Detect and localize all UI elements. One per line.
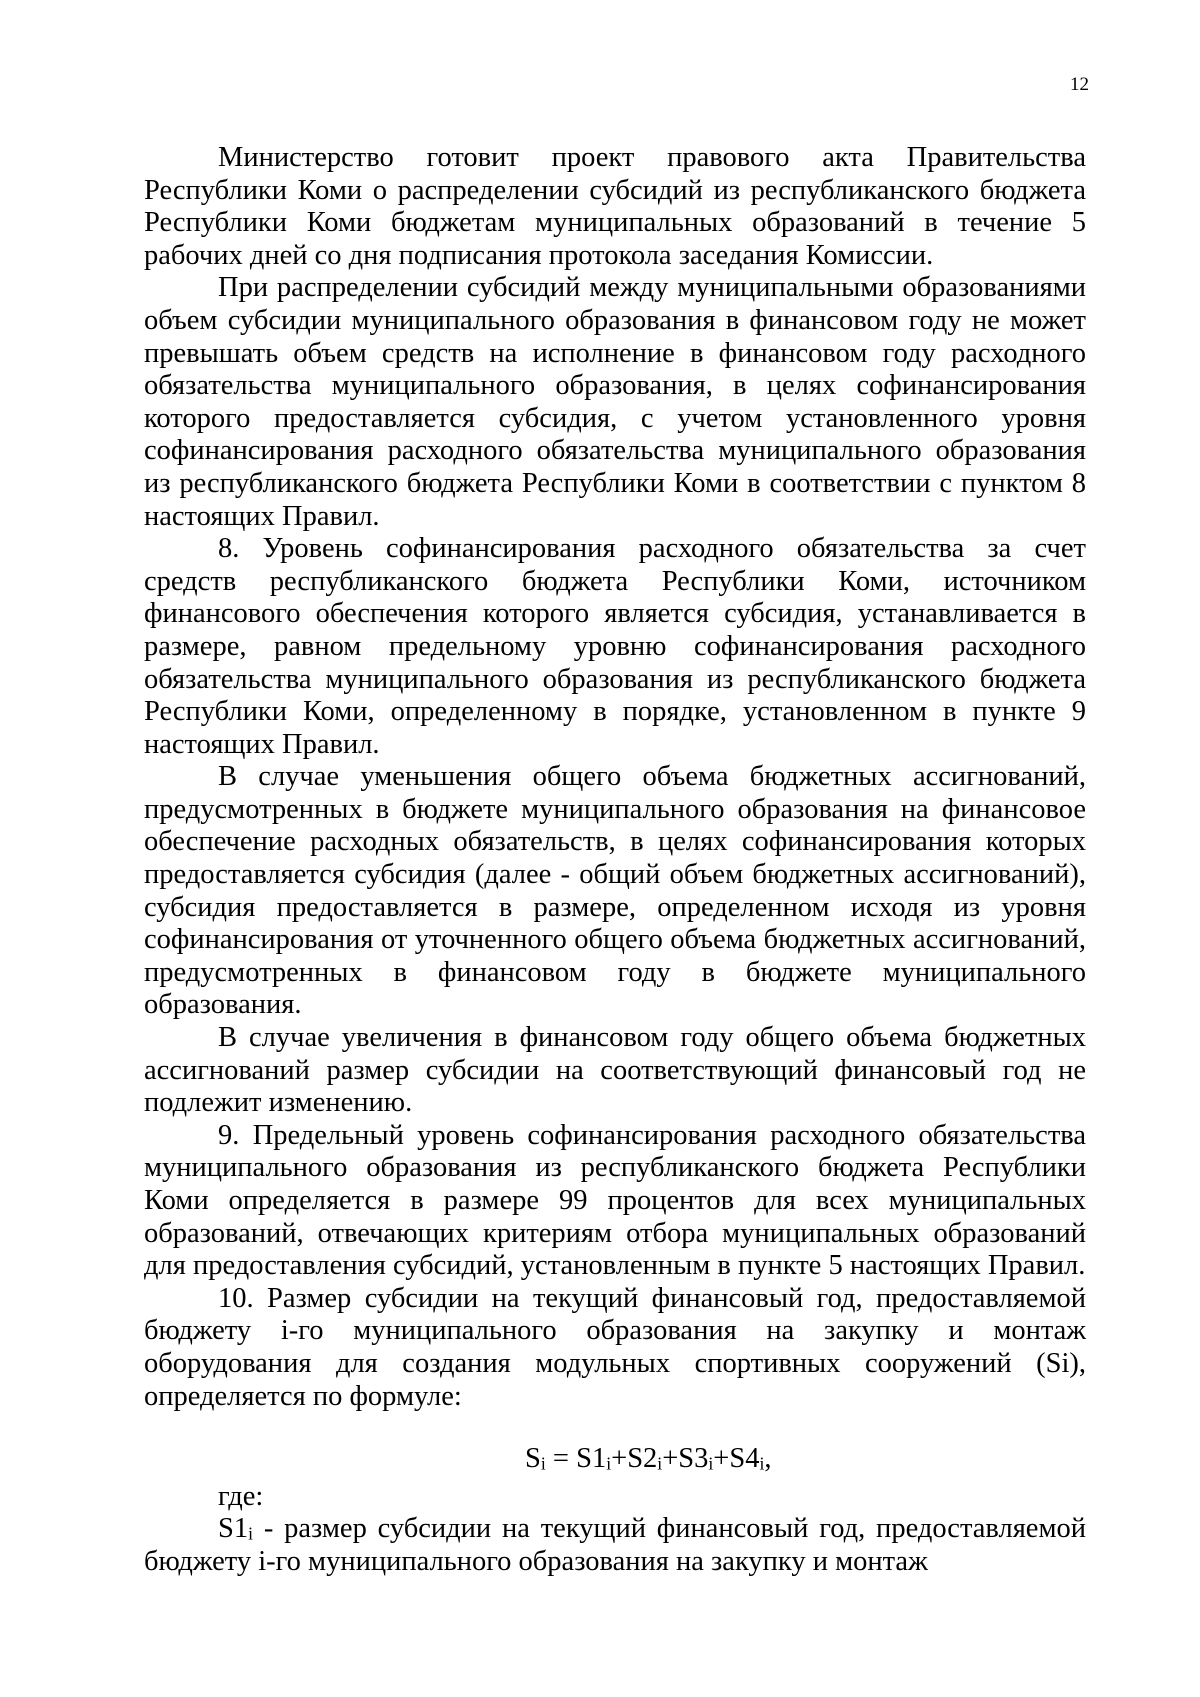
document-body bbox=[144, 142, 1086, 1579]
formula-symbol: S1 bbox=[576, 1443, 607, 1475]
paragraph: 10. Размер субсидии на текущий финансовый год, предоставляемой бюджету i-го муниципального образования на закупку и монтаж оборудования для создания модульных спортивных сооружений (Si), определяется по формуле: bbox=[144, 1282, 1086, 1412]
paragraph bbox=[144, 1513, 1086, 1578]
formula-operator: + bbox=[713, 1443, 730, 1475]
where-label: где: bbox=[218, 1480, 264, 1512]
term-definition: - размер субсидии на текущий финансовый год, предоставляемой бюджету i-го муниципального образования на закупку и монтаж bbox=[144, 1513, 1086, 1577]
paragraph: В случае уменьшения общего объема бюджетных ассигнований, предусмотренных в бюджете муниципального образования на финансовое обеспечение расходных обязательств, в целях софинансирования которых предоставляется субсидия (далее - общий объем бюджетных ассигнований), субсидия предоставляется в размере, определенном исходя из уровня софинансирования от уточненного общего объема бюджетных ассигнований, предусмотренных в финансовом году в бюджете муниципального образования. bbox=[144, 761, 1086, 1021]
formula-subscript: i bbox=[540, 1453, 546, 1474]
term-symbol: S1 bbox=[218, 1513, 249, 1545]
page-number: 12 bbox=[1070, 74, 1089, 95]
paragraph: При распределении субсидий между муниципальными образованиями объем субсидии муниципального образования в финансовом году не может превышать объем средств на исполнение в финансовом году расходного обязательства муниципального образования, в целях софинансирования которого предоставляется субсидия, с учетом установленного уровня софинансирования расходного обязательства муниципального образования из республиканского бюджета Республики Коми в соответствии с пунктом 8 настоящих Правил. bbox=[144, 272, 1086, 532]
paragraph: В случае увеличения в финансовом году общего объема бюджетных ассигнований размер субсидии на соответствующий финансовый год не подлежит изменению. bbox=[144, 1022, 1086, 1119]
paragraph: Министерство готовит проект правового акта Правительства Республики Коми о распределении субсидий из республиканского бюджета Республики Коми бюджетам муниципальных образований в течение 5 рабочих дней со дня подписания протокола заседания Комиссии. bbox=[144, 142, 1086, 271]
paragraph: 8. Уровень софинансирования расходного обязательства за счет средств республиканского бюджета Республики Коми, источником финансового обеспечения которого является субсидия, устанавливается в размере, равном предельному уровню софинансирования расходного обязательства муниципального образования из республиканского бюджета Республики Коми, определенному в порядке, установленном в пункте 9 настоящих Правил. bbox=[144, 533, 1086, 760]
formula-symbol: S bbox=[525, 1443, 541, 1475]
formula-operator: + bbox=[611, 1443, 628, 1475]
formula-symbol: S2 bbox=[627, 1443, 658, 1475]
formula-symbol: S4 bbox=[729, 1443, 760, 1475]
formula bbox=[144, 1443, 1086, 1476]
formula-operator: = bbox=[545, 1443, 577, 1475]
formula-subscript: i bbox=[708, 1453, 714, 1474]
formula-subscript: i bbox=[606, 1453, 612, 1474]
formula-symbol: S3 bbox=[678, 1443, 709, 1475]
formula-subscript: i bbox=[759, 1453, 765, 1474]
formula-operator: + bbox=[662, 1443, 679, 1475]
formula-punctuation: , bbox=[764, 1443, 772, 1475]
formula-subscript: i bbox=[657, 1453, 663, 1474]
term-subscript: i bbox=[248, 1523, 254, 1544]
paragraph: 9. Предельный уровень софинансирования расходного обязательства муниципального образования из республиканского бюджета Республики Коми определяется в размере 99 процентов для всех муниципальных образований, отвечающих критериям отбора муниципальных образований для предоставления субсидий, установленным в пункте 5 настоящих Правил. bbox=[144, 1119, 1086, 1282]
